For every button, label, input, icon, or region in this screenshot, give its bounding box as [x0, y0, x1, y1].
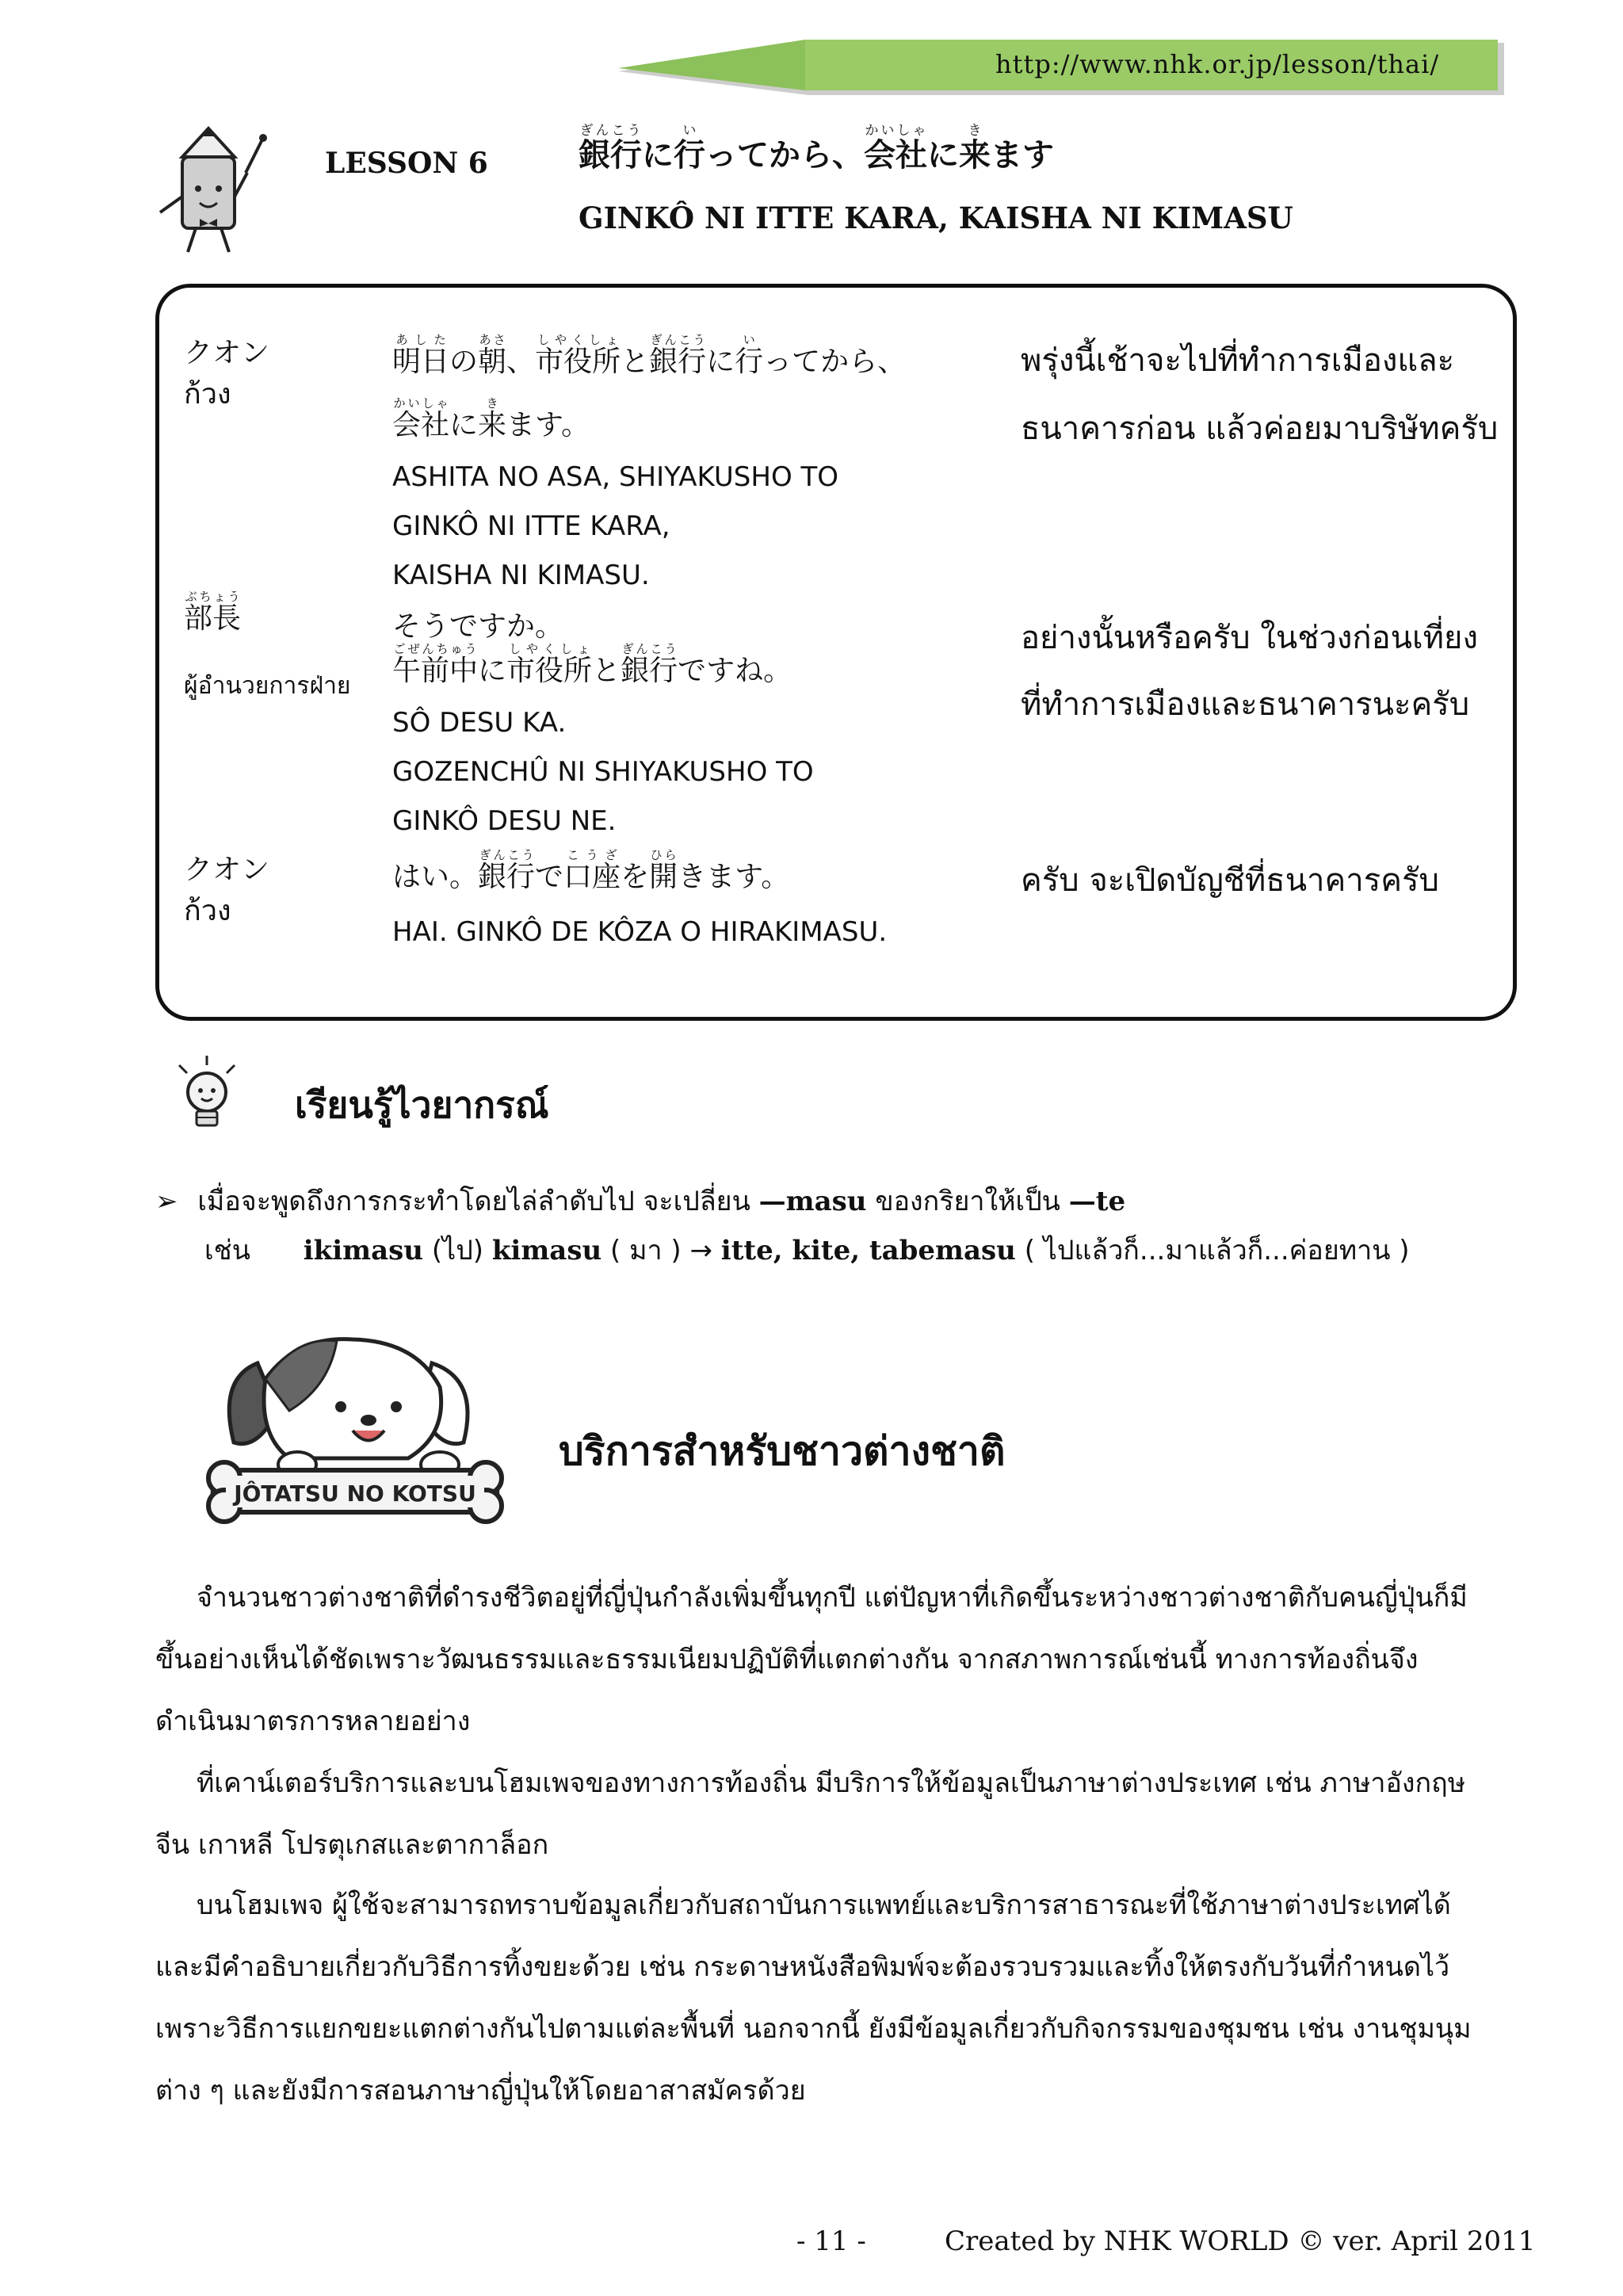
dialogue-2-jp-a: そうですか。 [392, 610, 564, 643]
body-line-1: จำนวนชาวต่างชาติที่ดำรงชีวิตอยู่ที่ญี่ปุ่นกำลังเพิ่มขึ้นทุกปี แต่ปัญหาที่เกิดขึ้นระหว่างชาวต่างชาติกับคนญี่ปุ่นก็มี [197, 1582, 1468, 1614]
dialogue-2-thai-1: อย่างนั้นหรือครับ ในช่วงก่อนเที่ยง [1021, 620, 1478, 656]
grammar-line-1: ➢ เมื่อจะพูดถึงการกระทำโดยไล่ลำดับไป จะเปลี่ยน —masu ของกริยาให้เป็น —te [155, 1186, 1126, 1217]
body-line-3: ดำเนินมาตรการหลายอย่าง [155, 1706, 471, 1737]
dialogue-2-romaji-1: SÔ DESU KA. [392, 707, 567, 739]
body-line-5: จีน เกาหลี โปรตุเกสและตากาล็อก [155, 1829, 549, 1861]
dialogue-3-thai: ครับ จะเปิดบัญชีที่ธนาคารครับ [1021, 862, 1439, 899]
header-url[interactable]: http://www.nhk.or.jp/lesson/thai/ [995, 49, 1440, 79]
dialogue-2-romaji-2: GOZENCHÛ NI SHIYAKUSHO TO [392, 756, 814, 788]
dialogue-1-romaji-3: KAISHA NI KIMASU. [392, 560, 650, 591]
lightbulb-icon [171, 1054, 242, 1133]
jotatsu-dog-logo [202, 1331, 507, 1530]
body-line-6: บนโฮมเพจ ผู้ใช้จะสามารถทราบข้อมูลเกี่ยวกับสถาบันการแพทย์และบริการสาธารณะที่ใช้ภาษาต่างประเทศได้ [197, 1889, 1451, 1921]
section-heading: บริการสำหรับชาวต่างชาติ [559, 1428, 1006, 1474]
lesson-title-japanese: 銀行ぎんこうに行いってから、会社かいしゃに来きます [579, 122, 1054, 174]
speaker-bucho-thai: ผู้อำนวยการฝ่าย [184, 672, 351, 700]
page-number: - 11 - [796, 2225, 866, 2257]
dialogue-2-thai-2: ที่ทำการเมืองและธนาคารนะครับ [1021, 686, 1470, 723]
grammar-line-2: เช่น ikimasu (ไป) kimasu ( มา ) → itte, kite, tabemasu ( ไปแล้วก็...มาแล้วก็...ค่อยทาน ) [204, 1235, 1410, 1266]
body-line-8: เพราะวิธีการแยกขยะแตกต่างกันไปตามแต่ละพื้นที่ นอกจากนี้ ยังมีข้อมูลเกี่ยวกับกิจกรรมของชุมชน เช่น งานชุมนุม [155, 2013, 1472, 2045]
grammar-heading: เรียนรู้ไวยากรณ์ [295, 1083, 549, 1126]
body-line-4: ที่เคาน์เตอร์บริการและบนโฮมเพจของทางการท้องถิ่น มีบริการให้ข้อมูลเป็นภาษาต่างประเทศ เช่น ภาษาอังกฤษ [197, 1767, 1466, 1799]
dialogue-1-romaji-2: GINKÔ NI ITTE KARA, [392, 510, 670, 542]
body-line-9: ต่าง ๆ และยังมีการสอนภาษาญี่ปุ่นให้โดยอาสาสมัครด้วย [155, 2075, 806, 2107]
lesson-title-romaji: GINKÔ NI ITTE KARA, KAISHA NI KIMASU [579, 201, 1293, 235]
dialogue-3-jp: はい。銀行ぎんこうで口座こうざを開ひらきます。 [392, 848, 790, 893]
speaker-kuon: クオン ก้วง [184, 337, 270, 411]
pencil-mascot-icon [152, 125, 271, 260]
dialogue-1-thai-1: พรุ่งนี้เช้าจะไปที่ทำการเมืองและ [1021, 342, 1455, 379]
body-line-2: ขึ้นอย่างเห็นได้ชัดเพราะวัฒนธรรมและธรรมเนียมปฏิบัติที่แตกต่างกัน จากสภาพการณ์เช่นนี้ ทางการท้องถิ่นจึง [155, 1644, 1419, 1675]
dialogue-1-romaji-1: ASHITA NO ASA, SHIYAKUSHO TO [392, 461, 839, 493]
logo-text: JÔTATSU NO KOTSU [234, 1480, 476, 1507]
dialogue-2-jp-b: 午前中ごぜんちゅうに市役所しやくしょと銀行ぎんこうですね。 [392, 642, 792, 687]
speaker-bucho: 部長ぶちょう [184, 590, 242, 635]
dialogue-1-jp-a: 明日あしたの朝あさ、市役所しやくしょと銀行ぎんこうに行いってから、 [392, 333, 907, 378]
footer-credit: Created by NHK WORLD © ver. April 2011 [945, 2225, 1536, 2257]
arrow-right-icon: → [689, 1235, 712, 1266]
dialogue-3-romaji: HAI. GINKÔ DE KÔZA O HIRAKIMASU. [392, 916, 888, 948]
dialogue-1-thai-2: ธนาคารก่อน แล้วค่อยมาบริษัทครับ [1021, 411, 1499, 447]
speaker-kuon-2: クオン ก้วง [184, 854, 270, 927]
lesson-number: LESSON 6 [325, 147, 488, 180]
dialogue-2-romaji-3: GINKÔ DESU NE. [392, 805, 617, 837]
body-line-7: และมีคำอธิบายเกี่ยวกับวิธีการทิ้งขยะด้วย เช่น กระดาษหนังสือพิมพ์จะต้องรวบรวมและทิ้งให้ตรงกับวันที่กำหนดไว้ [155, 1951, 1450, 1983]
dialogue-1-jp-b: 会社かいしゃに来きます。 [392, 396, 590, 441]
